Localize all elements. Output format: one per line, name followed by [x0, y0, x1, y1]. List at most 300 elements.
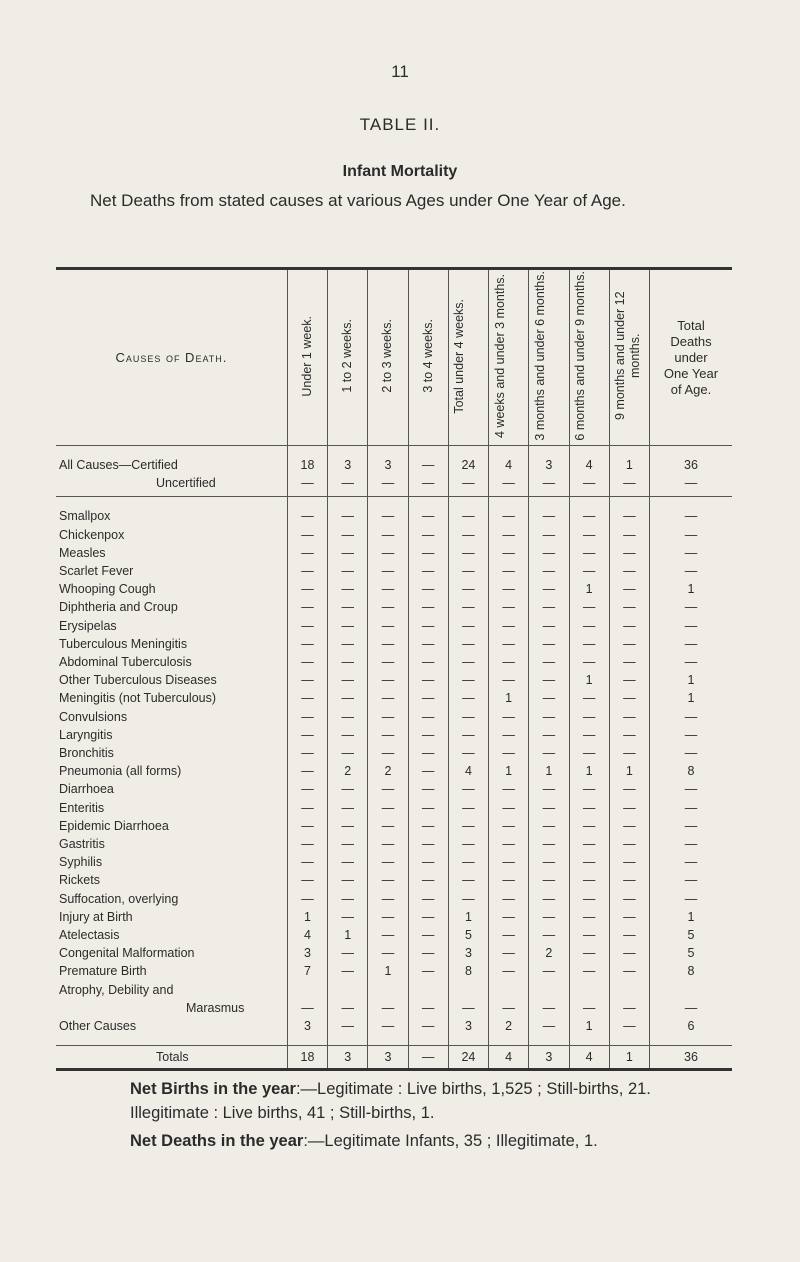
value-cell: 3 [328, 1046, 368, 1070]
value-cell [649, 981, 732, 999]
value-cell: — [287, 780, 327, 798]
col-header [368, 269, 408, 446]
value-cell: — [408, 708, 448, 726]
value-cell: — [489, 871, 529, 889]
value-cell: — [368, 890, 408, 908]
spacer-cell [287, 497, 327, 508]
value-cell: — [287, 689, 327, 707]
value-cell: — [489, 507, 529, 525]
value-cell: — [609, 944, 649, 962]
value-cell: — [368, 780, 408, 798]
value-cell: — [529, 726, 569, 744]
value-cell: — [287, 726, 327, 744]
cause-cell [56, 853, 287, 871]
value-cell: — [408, 962, 448, 980]
cause-cell [56, 926, 287, 944]
spacer-cell [56, 1035, 287, 1046]
value-cell: 1 [328, 926, 368, 944]
value-cell: — [489, 653, 529, 671]
spacer-cell [287, 446, 327, 457]
total-cell: 5 [649, 926, 732, 944]
cause-cell [56, 944, 287, 962]
cause-cell [56, 456, 287, 474]
spacer-cell [408, 497, 448, 508]
value-cell: 3 [368, 456, 408, 474]
value-cell: 8 [448, 962, 488, 980]
total-cell: 1 [649, 671, 732, 689]
value-cell: — [448, 689, 488, 707]
table-row [56, 726, 732, 744]
value-cell: — [529, 580, 569, 598]
cause-cell [56, 526, 287, 544]
spacer-cell [448, 446, 488, 457]
cause-cell [56, 744, 287, 762]
value-cell: — [368, 908, 408, 926]
value-cell: — [529, 799, 569, 817]
value-cell [448, 981, 488, 999]
value-cell: — [569, 780, 609, 798]
value-cell: 2 [529, 944, 569, 962]
spacer-cell [408, 1035, 448, 1046]
value-cell: 2 [368, 762, 408, 780]
spacer-cell [649, 446, 732, 457]
value-cell: — [489, 835, 529, 853]
spacer-cell [489, 446, 529, 457]
total-cell: 6 [649, 1017, 732, 1035]
value-cell: — [368, 562, 408, 580]
deaths-text: :—Legitimate Infants, 35 ; Illegitimate, 1. [303, 1132, 598, 1150]
value-cell: — [489, 580, 529, 598]
value-cell: — [529, 744, 569, 762]
value-cell [569, 981, 609, 999]
value-cell: — [609, 799, 649, 817]
value-cell: — [529, 853, 569, 871]
value-cell: — [609, 744, 649, 762]
value-cell: — [529, 835, 569, 853]
cause-label: Totals [156, 1050, 189, 1065]
spacer-cell [649, 1035, 732, 1046]
spacer-cell [649, 497, 732, 508]
value-cell: — [408, 474, 448, 492]
value-cell: — [448, 853, 488, 871]
certified-row [56, 456, 732, 474]
cause-cell [56, 507, 287, 525]
cause-label: All Causes—Certified [59, 458, 178, 472]
cause-label: Other Causes [59, 1019, 137, 1034]
cause-cell [56, 708, 287, 726]
value-cell: — [408, 762, 448, 780]
cause-cell [56, 1017, 287, 1035]
value-cell: — [287, 580, 327, 598]
value-cell: — [368, 744, 408, 762]
value-cell [609, 981, 649, 999]
cause-label: Whooping Cough [59, 582, 156, 597]
causes-header: Causes of Death. [56, 269, 287, 446]
value-cell: — [287, 598, 327, 616]
cause-label: Smallpox [59, 509, 111, 524]
table-row [56, 817, 732, 835]
value-cell: — [368, 817, 408, 835]
births-text: :—Legitimate : Live births, 1,525 ; Still-births, 21. Illegitimate : Live births, 41 ; Still-births, 1. [130, 1080, 651, 1122]
spacer-cell [408, 446, 448, 457]
value-cell: — [489, 562, 529, 580]
value-cell: — [408, 653, 448, 671]
value-cell: — [368, 653, 408, 671]
value-cell: — [569, 526, 609, 544]
value-cell: — [328, 580, 368, 598]
value-cell: — [408, 853, 448, 871]
value-cell: — [368, 671, 408, 689]
page-number: 11 [391, 62, 409, 81]
total-cell: 8 [649, 762, 732, 780]
uncertified-row [56, 474, 732, 492]
cause-label: Other Tuberculous Diseases [59, 673, 217, 688]
value-cell: 1 [569, 671, 609, 689]
table-row [56, 780, 732, 798]
value-cell: — [448, 507, 488, 525]
value-cell: 1 [609, 1046, 649, 1070]
value-cell: — [448, 817, 488, 835]
value-cell: — [609, 780, 649, 798]
value-cell: — [328, 726, 368, 744]
value-cell: — [529, 507, 569, 525]
value-cell: 1 [569, 580, 609, 598]
table-row [56, 544, 732, 562]
value-cell: — [328, 708, 368, 726]
spacer-cell [609, 446, 649, 457]
value-cell: 1 [368, 962, 408, 980]
value-cell: — [569, 962, 609, 980]
cause-cell [56, 671, 287, 689]
value-cell: — [448, 635, 488, 653]
cause-label: Abdominal Tuberculosis [59, 655, 192, 670]
cause-cell [56, 653, 287, 671]
value-cell: — [448, 526, 488, 544]
total-cell: 1 [649, 908, 732, 926]
value-cell: 18 [287, 1046, 327, 1070]
col-header [328, 269, 368, 446]
value-cell: — [368, 944, 408, 962]
value-cell: — [287, 817, 327, 835]
table-row [56, 762, 732, 780]
value-cell: — [489, 890, 529, 908]
value-cell: 1 [569, 762, 609, 780]
value-cell: — [609, 908, 649, 926]
value-cell: — [408, 562, 448, 580]
value-cell: — [287, 653, 327, 671]
cause-cell [56, 762, 287, 780]
value-cell: — [328, 817, 368, 835]
value-cell: — [368, 507, 408, 525]
value-cell: — [529, 1017, 569, 1035]
cause-cell [56, 726, 287, 744]
value-cell: — [408, 671, 448, 689]
value-cell: — [408, 944, 448, 962]
table-row [56, 617, 732, 635]
births-lead: Net Births in the year [130, 1080, 296, 1098]
spacer-cell [529, 446, 569, 457]
value-cell: — [529, 999, 569, 1017]
total-cell: — [649, 474, 732, 492]
value-cell: — [368, 708, 408, 726]
cause-label: Epidemic Diarrhoea [59, 818, 169, 833]
table-row [56, 871, 732, 889]
value-cell: 2 [489, 1017, 529, 1035]
value-cell: — [368, 526, 408, 544]
total-header [649, 269, 732, 446]
value-cell: — [489, 780, 529, 798]
value-cell: — [609, 689, 649, 707]
table-row [56, 507, 732, 525]
value-cell: — [328, 562, 368, 580]
col-header-label: Total under 4 weeks. [452, 298, 467, 414]
value-cell: — [569, 617, 609, 635]
spacer-cell [448, 497, 488, 508]
col-header-label: 3 to 4 weeks. [420, 319, 435, 393]
value-cell: — [529, 544, 569, 562]
value-cell: — [609, 562, 649, 580]
cause-label: Atelectasis [59, 928, 120, 943]
value-cell: 1 [489, 689, 529, 707]
value-cell: — [489, 744, 529, 762]
value-cell: — [408, 617, 448, 635]
value-cell: — [328, 474, 368, 492]
value-cell: — [489, 671, 529, 689]
total-cell: — [649, 853, 732, 871]
spacer-cell [368, 497, 408, 508]
value-cell: — [609, 708, 649, 726]
value-cell: — [328, 744, 368, 762]
table-row [56, 981, 732, 999]
value-cell: — [569, 689, 609, 707]
value-cell: — [529, 635, 569, 653]
value-cell: — [569, 744, 609, 762]
cause-label: Injury at Birth [59, 909, 133, 924]
value-cell: — [328, 853, 368, 871]
cause-label: Pneumonia (all forms) [59, 764, 182, 779]
value-cell: — [408, 744, 448, 762]
value-cell: — [287, 708, 327, 726]
value-cell: — [489, 817, 529, 835]
value-cell: — [609, 598, 649, 616]
value-cell: — [489, 962, 529, 980]
value-cell: — [368, 544, 408, 562]
total-cell: — [649, 653, 732, 671]
value-cell: — [287, 562, 327, 580]
value-cell: 4 [448, 762, 488, 780]
cause-label: Convulsions [59, 709, 128, 724]
value-cell: — [368, 1017, 408, 1035]
value-cell: — [609, 671, 649, 689]
value-cell: — [529, 817, 569, 835]
value-cell: — [408, 598, 448, 616]
total-cell: — [649, 708, 732, 726]
table-body [56, 446, 732, 1070]
table-row [56, 744, 732, 762]
total-cell: — [649, 799, 732, 817]
value-cell: 4 [569, 456, 609, 474]
value-cell: — [287, 671, 327, 689]
value-cell: 3 [529, 1046, 569, 1070]
value-cell: — [408, 526, 448, 544]
spacer-row [56, 497, 732, 508]
col-header-label: 2 to 3 weeks. [380, 319, 395, 393]
value-cell: — [408, 817, 448, 835]
value-cell: — [368, 726, 408, 744]
value-cell: — [489, 908, 529, 926]
table-row [56, 708, 732, 726]
spacer-cell [609, 497, 649, 508]
total-cell: 1 [649, 689, 732, 707]
total-cell: — [649, 635, 732, 653]
cause-label: Enteritis [59, 800, 105, 815]
value-cell [408, 981, 448, 999]
table-row [56, 671, 732, 689]
value-cell: — [489, 544, 529, 562]
value-cell: — [287, 853, 327, 871]
cause-cell [56, 474, 287, 492]
table-row [56, 926, 732, 944]
table-row [56, 598, 732, 616]
value-cell: — [529, 653, 569, 671]
value-cell: — [569, 799, 609, 817]
table-row [56, 944, 732, 962]
value-cell: — [328, 653, 368, 671]
table-row [56, 999, 732, 1017]
value-cell: 24 [448, 456, 488, 474]
spacer-cell [569, 446, 609, 457]
intro-text: Net Deaths from stated causes at various Ages under One Year of Age. [90, 191, 626, 210]
cause-label: Bronchitis [59, 746, 114, 761]
cause-cell [56, 835, 287, 853]
table-row [56, 835, 732, 853]
cause-label: Marasmus [186, 1000, 245, 1015]
value-cell: 1 [287, 908, 327, 926]
value-cell: — [569, 598, 609, 616]
spacer-cell [569, 1035, 609, 1046]
spacer-cell [448, 1035, 488, 1046]
value-cell: — [448, 999, 488, 1017]
value-cell: — [448, 780, 488, 798]
value-cell: — [448, 653, 488, 671]
value-cell: — [609, 1017, 649, 1035]
value-cell: — [328, 799, 368, 817]
value-cell: — [408, 635, 448, 653]
table-row [56, 908, 732, 926]
value-cell: — [328, 835, 368, 853]
spacer-cell [569, 497, 609, 508]
value-cell: — [569, 507, 609, 525]
total-cell: — [649, 817, 732, 835]
value-cell: — [489, 474, 529, 492]
value-cell: — [448, 617, 488, 635]
value-cell: — [609, 817, 649, 835]
value-cell: — [569, 817, 609, 835]
spacer-cell [368, 446, 408, 457]
infant-mortality-table-wrapper [56, 267, 732, 1071]
value-cell: — [448, 671, 488, 689]
value-cell: — [408, 871, 448, 889]
value-cell: — [529, 962, 569, 980]
total-cell: — [649, 744, 732, 762]
total-cell: — [649, 780, 732, 798]
col-header-label: 1 to 2 weeks. [340, 319, 355, 393]
spacer-row [56, 1035, 732, 1046]
births-note [130, 1077, 730, 1125]
col-header [609, 269, 649, 446]
value-cell: — [609, 962, 649, 980]
value-cell: — [368, 474, 408, 492]
cause-label: Diarrhoea [59, 782, 114, 797]
cause-label: Measles [59, 545, 106, 560]
cause-cell [56, 617, 287, 635]
cause-label: Diphtheria and Croup [59, 600, 178, 615]
value-cell: — [408, 835, 448, 853]
value-cell: — [368, 799, 408, 817]
value-cell: 3 [328, 456, 368, 474]
value-cell: — [609, 544, 649, 562]
cause-cell [56, 908, 287, 926]
value-cell: — [328, 890, 368, 908]
col-header [529, 269, 569, 446]
value-cell: — [448, 708, 488, 726]
value-cell: — [609, 853, 649, 871]
total-cell: — [649, 598, 732, 616]
value-cell: — [609, 474, 649, 492]
cause-label: Erysipelas [59, 618, 117, 633]
spacer-cell [489, 1035, 529, 1046]
table-row [56, 1017, 732, 1035]
value-cell: 7 [287, 962, 327, 980]
cause-cell [56, 962, 287, 980]
value-cell: — [368, 926, 408, 944]
value-cell: — [448, 799, 488, 817]
value-cell: 4 [489, 456, 529, 474]
value-cell: — [287, 762, 327, 780]
value-cell: 24 [448, 1046, 488, 1070]
cause-label: Syphilis [59, 855, 103, 870]
value-cell: — [609, 926, 649, 944]
value-cell: — [408, 580, 448, 598]
value-cell: — [569, 544, 609, 562]
value-cell: — [408, 999, 448, 1017]
col-header-label: 9 months and under 12 months. [613, 291, 643, 421]
cause-cell [56, 890, 287, 908]
total-cell: 5 [649, 944, 732, 962]
value-cell: — [569, 944, 609, 962]
cause-cell [56, 598, 287, 616]
value-cell: — [368, 635, 408, 653]
value-cell: — [569, 890, 609, 908]
value-cell: — [408, 1046, 448, 1070]
value-cell: — [609, 726, 649, 744]
value-cell: — [408, 926, 448, 944]
value-cell: — [368, 871, 408, 889]
value-cell: 3 [448, 944, 488, 962]
value-cell: — [609, 871, 649, 889]
value-cell: — [529, 780, 569, 798]
value-cell: — [569, 562, 609, 580]
value-cell: — [408, 890, 448, 908]
value-cell: 3 [287, 944, 327, 962]
value-cell: 1 [609, 456, 649, 474]
value-cell: 1 [569, 1017, 609, 1035]
value-cell: — [328, 1017, 368, 1035]
value-cell: — [287, 999, 327, 1017]
value-cell: — [489, 708, 529, 726]
value-cell: — [328, 526, 368, 544]
value-cell: — [408, 799, 448, 817]
